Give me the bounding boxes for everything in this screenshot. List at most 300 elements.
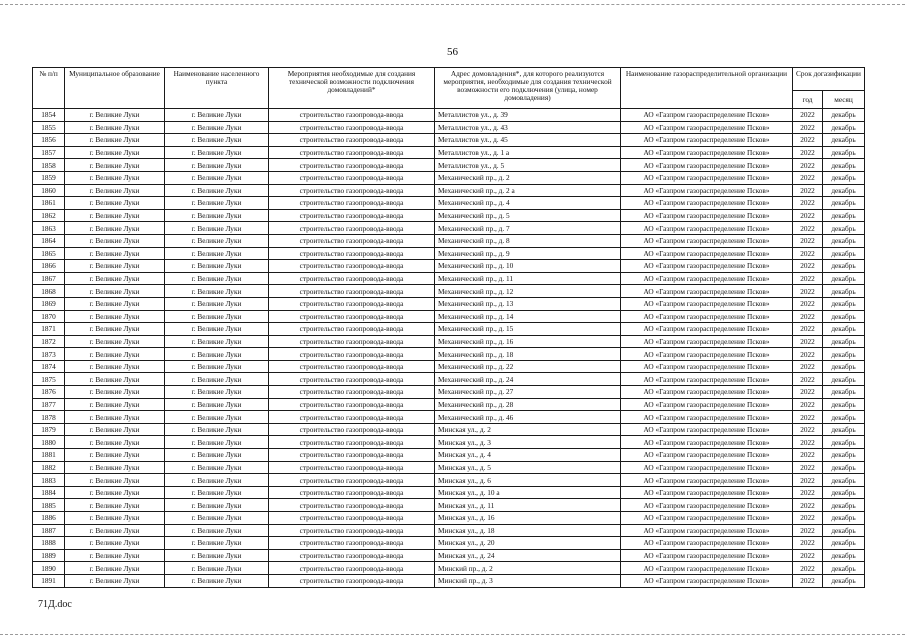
cell-settlement: г. Великие Луки [165, 348, 269, 361]
cell-address: Минский пр., д. 2 [435, 562, 621, 575]
cell-municipality: г. Великие Луки [65, 373, 165, 386]
cell-measure: строительство газопровода-ввода [269, 285, 435, 298]
cell-municipality: г. Великие Луки [65, 184, 165, 197]
cell-year: 2022 [793, 121, 823, 134]
cell-organization: АО «Газпром газораспределение Псков» [621, 574, 793, 587]
cell-number: 1859 [33, 171, 65, 184]
cell-year: 2022 [793, 272, 823, 285]
cell-number: 1861 [33, 197, 65, 210]
cell-organization: АО «Газпром газораспределение Псков» [621, 247, 793, 260]
cell-municipality: г. Великие Луки [65, 423, 165, 436]
cell-address: Механический пр., д. 46 [435, 411, 621, 424]
table-row [33, 474, 865, 487]
cell-organization: АО «Газпром газораспределение Псков» [621, 234, 793, 247]
cell-address: Металлистов ул., д. 5 [435, 159, 621, 172]
cell-year: 2022 [793, 486, 823, 499]
table-row [33, 449, 865, 462]
cell-measure: строительство газопровода-ввода [269, 436, 435, 449]
cell-year: 2022 [793, 499, 823, 512]
cell-month: декабрь [823, 499, 865, 512]
cell-address: Металлистов ул., д. 39 [435, 109, 621, 122]
cell-settlement: г. Великие Луки [165, 247, 269, 260]
cell-organization: АО «Газпром газораспределение Псков» [621, 512, 793, 525]
cell-municipality: г. Великие Луки [65, 222, 165, 235]
cell-settlement: г. Великие Луки [165, 423, 269, 436]
cell-municipality: г. Великие Луки [65, 411, 165, 424]
cell-municipality: г. Великие Луки [65, 285, 165, 298]
cell-municipality: г. Великие Луки [65, 209, 165, 222]
cell-month: декабрь [823, 386, 865, 399]
table-row [33, 335, 865, 348]
cell-organization: АО «Газпром газораспределение Псков» [621, 461, 793, 474]
cell-settlement: г. Великие Луки [165, 335, 269, 348]
cell-settlement: г. Великие Луки [165, 398, 269, 411]
cell-number: 1867 [33, 272, 65, 285]
scan-edge-top [0, 4, 905, 5]
cell-organization: АО «Газпром газораспределение Псков» [621, 171, 793, 184]
cell-settlement: г. Великие Луки [165, 549, 269, 562]
cell-address: Механический пр., д. 14 [435, 310, 621, 323]
cell-year: 2022 [793, 436, 823, 449]
table-body [33, 109, 865, 588]
cell-number: 1876 [33, 386, 65, 399]
cell-address: Механический пр., д. 5 [435, 209, 621, 222]
cell-settlement: г. Великие Луки [165, 285, 269, 298]
cell-municipality: г. Великие Луки [65, 486, 165, 499]
cell-measure: строительство газопровода-ввода [269, 323, 435, 336]
cell-year: 2022 [793, 260, 823, 273]
cell-organization: АО «Газпром газораспределение Псков» [621, 209, 793, 222]
cell-year: 2022 [793, 524, 823, 537]
cell-number: 1886 [33, 512, 65, 525]
cell-address: Минская ул., д. 20 [435, 537, 621, 550]
cell-settlement: г. Великие Луки [165, 360, 269, 373]
cell-number: 1889 [33, 549, 65, 562]
cell-municipality: г. Великие Луки [65, 360, 165, 373]
cell-measure: строительство газопровода-ввода [269, 159, 435, 172]
cell-measure: строительство газопровода-ввода [269, 260, 435, 273]
cell-settlement: г. Великие Луки [165, 109, 269, 122]
cell-number: 1865 [33, 247, 65, 260]
cell-organization: АО «Газпром газораспределение Псков» [621, 310, 793, 323]
cell-measure: строительство газопровода-ввода [269, 234, 435, 247]
cell-year: 2022 [793, 171, 823, 184]
cell-organization: АО «Газпром газораспределение Псков» [621, 109, 793, 122]
table-row [33, 272, 865, 285]
cell-organization: АО «Газпром газораспределение Псков» [621, 373, 793, 386]
table-row [33, 134, 865, 147]
cell-measure: строительство газопровода-ввода [269, 386, 435, 399]
cell-month: декабрь [823, 234, 865, 247]
cell-year: 2022 [793, 146, 823, 159]
cell-measure: строительство газопровода-ввода [269, 297, 435, 310]
header-settlement: Наименование населенного пункта [165, 68, 269, 109]
cell-settlement: г. Великие Луки [165, 474, 269, 487]
table-row [33, 512, 865, 525]
table-row [33, 297, 865, 310]
cell-number: 1891 [33, 574, 65, 587]
cell-settlement: г. Великие Луки [165, 121, 269, 134]
cell-year: 2022 [793, 184, 823, 197]
cell-organization: АО «Газпром газораспределение Псков» [621, 159, 793, 172]
cell-month: декабрь [823, 335, 865, 348]
cell-municipality: г. Великие Луки [65, 134, 165, 147]
cell-address: Минская ул., д. 11 [435, 499, 621, 512]
cell-month: декабрь [823, 310, 865, 323]
cell-month: декабрь [823, 247, 865, 260]
cell-municipality: г. Великие Луки [65, 121, 165, 134]
cell-settlement: г. Великие Луки [165, 171, 269, 184]
cell-year: 2022 [793, 323, 823, 336]
table-row [33, 121, 865, 134]
cell-measure: строительство газопровода-ввода [269, 461, 435, 474]
cell-month: декабрь [823, 373, 865, 386]
cell-measure: строительство газопровода-ввода [269, 171, 435, 184]
cell-municipality: г. Великие Луки [65, 197, 165, 210]
cell-number: 1857 [33, 146, 65, 159]
cell-year: 2022 [793, 197, 823, 210]
cell-address: Механический пр., д. 12 [435, 285, 621, 298]
table-row [33, 549, 865, 562]
cell-organization: АО «Газпром газораспределение Псков» [621, 348, 793, 361]
cell-settlement: г. Великие Луки [165, 499, 269, 512]
cell-address: Металлистов ул., д. 45 [435, 134, 621, 147]
cell-month: декабрь [823, 272, 865, 285]
cell-month: декабрь [823, 549, 865, 562]
cell-month: декабрь [823, 411, 865, 424]
cell-address: Механический пр., д. 9 [435, 247, 621, 260]
cell-municipality: г. Великие Луки [65, 323, 165, 336]
cell-year: 2022 [793, 373, 823, 386]
cell-municipality: г. Великие Луки [65, 474, 165, 487]
table-row [33, 398, 865, 411]
cell-organization: АО «Газпром газораспределение Псков» [621, 386, 793, 399]
cell-measure: строительство газопровода-ввода [269, 574, 435, 587]
cell-address: Минская ул., д. 24 [435, 549, 621, 562]
cell-municipality: г. Великие Луки [65, 449, 165, 462]
cell-month: декабрь [823, 222, 865, 235]
table-row [33, 209, 865, 222]
cell-month: декабрь [823, 197, 865, 210]
cell-number: 1875 [33, 373, 65, 386]
cell-number: 1863 [33, 222, 65, 235]
table-row [33, 386, 865, 399]
cell-number: 1862 [33, 209, 65, 222]
cell-number: 1879 [33, 423, 65, 436]
cell-settlement: г. Великие Луки [165, 386, 269, 399]
table-row [33, 222, 865, 235]
table-row [33, 537, 865, 550]
cell-organization: АО «Газпром газораспределение Псков» [621, 524, 793, 537]
cell-number: 1856 [33, 134, 65, 147]
cell-number: 1866 [33, 260, 65, 273]
cell-address: Минская ул., д. 16 [435, 512, 621, 525]
table-row [33, 109, 865, 122]
cell-municipality: г. Великие Луки [65, 109, 165, 122]
cell-settlement: г. Великие Луки [165, 323, 269, 336]
cell-address: Механический пр., д. 10 [435, 260, 621, 273]
cell-address: Механический пр., д. 24 [435, 373, 621, 386]
cell-organization: АО «Газпром газораспределение Псков» [621, 121, 793, 134]
cell-measure: строительство газопровода-ввода [269, 272, 435, 285]
cell-settlement: г. Великие Луки [165, 234, 269, 247]
cell-month: декабрь [823, 512, 865, 525]
cell-organization: АО «Газпром газораспределение Псков» [621, 323, 793, 336]
cell-month: декабрь [823, 260, 865, 273]
cell-municipality: г. Великие Луки [65, 549, 165, 562]
cell-settlement: г. Великие Луки [165, 524, 269, 537]
table-row [33, 562, 865, 575]
header-year: год [793, 91, 823, 109]
cell-month: декабрь [823, 562, 865, 575]
cell-municipality: г. Великие Луки [65, 386, 165, 399]
cell-year: 2022 [793, 134, 823, 147]
cell-year: 2022 [793, 310, 823, 323]
cell-settlement: г. Великие Луки [165, 297, 269, 310]
cell-organization: АО «Газпром газораспределение Псков» [621, 423, 793, 436]
cell-municipality: г. Великие Луки [65, 297, 165, 310]
cell-measure: строительство газопровода-ввода [269, 398, 435, 411]
cell-organization: АО «Газпром газораспределение Псков» [621, 436, 793, 449]
cell-number: 1860 [33, 184, 65, 197]
cell-year: 2022 [793, 461, 823, 474]
cell-month: декабрь [823, 121, 865, 134]
table-row [33, 486, 865, 499]
cell-organization: АО «Газпром газораспределение Псков» [621, 197, 793, 210]
table-row [33, 310, 865, 323]
cell-number: 1871 [33, 323, 65, 336]
cell-organization: АО «Газпром газораспределение Псков» [621, 272, 793, 285]
cell-month: декабрь [823, 159, 865, 172]
cell-number: 1884 [33, 486, 65, 499]
cell-organization: АО «Газпром газораспределение Псков» [621, 398, 793, 411]
table-row [33, 348, 865, 361]
page-number: 56 [447, 46, 458, 58]
cell-municipality: г. Великие Луки [65, 335, 165, 348]
cell-municipality: г. Великие Луки [65, 260, 165, 273]
cell-year: 2022 [793, 411, 823, 424]
cell-month: декабрь [823, 524, 865, 537]
header-num: № п/п [33, 68, 65, 109]
table-header-row [33, 68, 865, 91]
cell-month: декабрь [823, 461, 865, 474]
header-measures: Мероприятия необходимые для создания технической возможности подключения домовладений* [269, 68, 435, 109]
cell-number: 1870 [33, 310, 65, 323]
cell-year: 2022 [793, 423, 823, 436]
cell-month: декабрь [823, 537, 865, 550]
cell-address: Механический пр., д. 22 [435, 360, 621, 373]
cell-measure: строительство газопровода-ввода [269, 146, 435, 159]
cell-month: декабрь [823, 323, 865, 336]
cell-organization: АО «Газпром газораспределение Псков» [621, 562, 793, 575]
cell-settlement: г. Великие Луки [165, 184, 269, 197]
cell-year: 2022 [793, 335, 823, 348]
cell-address: Минская ул., д. 18 [435, 524, 621, 537]
cell-number: 1869 [33, 297, 65, 310]
gasification-table [32, 67, 865, 588]
cell-organization: АО «Газпром газораспределение Псков» [621, 411, 793, 424]
cell-number: 1890 [33, 562, 65, 575]
cell-month: декабрь [823, 574, 865, 587]
cell-municipality: г. Великие Луки [65, 537, 165, 550]
cell-municipality: г. Великие Луки [65, 171, 165, 184]
cell-year: 2022 [793, 474, 823, 487]
cell-address: Минская ул., д. 4 [435, 449, 621, 462]
cell-municipality: г. Великие Луки [65, 234, 165, 247]
cell-municipality: г. Великие Луки [65, 159, 165, 172]
table-row [33, 423, 865, 436]
header-organization: Наименование газораспределительной организации [621, 68, 793, 109]
cell-month: декабрь [823, 423, 865, 436]
cell-number: 1887 [33, 524, 65, 537]
cell-address: Механический пр., д. 4 [435, 197, 621, 210]
cell-measure: строительство газопровода-ввода [269, 449, 435, 462]
table-row [33, 234, 865, 247]
cell-address: Механический пр., д. 11 [435, 272, 621, 285]
cell-settlement: г. Великие Луки [165, 134, 269, 147]
cell-year: 2022 [793, 360, 823, 373]
cell-measure: строительство газопровода-ввода [269, 512, 435, 525]
cell-address: Механический пр., д. 27 [435, 386, 621, 399]
cell-year: 2022 [793, 537, 823, 550]
cell-month: декабрь [823, 184, 865, 197]
cell-organization: АО «Газпром газораспределение Псков» [621, 184, 793, 197]
cell-organization: АО «Газпром газораспределение Псков» [621, 260, 793, 273]
cell-address: Механический пр., д. 16 [435, 335, 621, 348]
cell-measure: строительство газопровода-ввода [269, 524, 435, 537]
cell-number: 1855 [33, 121, 65, 134]
cell-measure: строительство газопровода-ввода [269, 121, 435, 134]
cell-settlement: г. Великие Луки [165, 222, 269, 235]
cell-month: декабрь [823, 348, 865, 361]
cell-number: 1872 [33, 335, 65, 348]
cell-address: Механический пр., д. 28 [435, 398, 621, 411]
cell-address: Механический пр., д. 2 а [435, 184, 621, 197]
cell-measure: строительство газопровода-ввода [269, 499, 435, 512]
cell-address: Минская ул., д. 6 [435, 474, 621, 487]
cell-organization: АО «Газпром газораспределение Псков» [621, 537, 793, 550]
cell-measure: строительство газопровода-ввода [269, 109, 435, 122]
cell-number: 1882 [33, 461, 65, 474]
cell-month: декабрь [823, 474, 865, 487]
cell-measure: строительство газопровода-ввода [269, 209, 435, 222]
table-row [33, 159, 865, 172]
cell-year: 2022 [793, 247, 823, 260]
cell-settlement: г. Великие Луки [165, 486, 269, 499]
cell-address: Механический пр., д. 8 [435, 234, 621, 247]
cell-year: 2022 [793, 297, 823, 310]
cell-address: Минский пр., д. 3 [435, 574, 621, 587]
cell-organization: АО «Газпром газораспределение Псков» [621, 285, 793, 298]
table-row [33, 574, 865, 587]
cell-address: Минская ул., д. 5 [435, 461, 621, 474]
cell-year: 2022 [793, 234, 823, 247]
cell-measure: строительство газопровода-ввода [269, 134, 435, 147]
document-filename: 71Д.doc [38, 599, 72, 610]
table-row [33, 323, 865, 336]
header-municipality: Муниципальное образование [65, 68, 165, 109]
header-deadline: Срок догазификации [793, 68, 865, 91]
cell-month: декабрь [823, 146, 865, 159]
cell-month: декабрь [823, 297, 865, 310]
cell-municipality: г. Великие Луки [65, 146, 165, 159]
cell-address: Минская ул., д. 10 а [435, 486, 621, 499]
cell-settlement: г. Великие Луки [165, 512, 269, 525]
cell-number: 1885 [33, 499, 65, 512]
cell-organization: АО «Газпром газораспределение Псков» [621, 449, 793, 462]
cell-number: 1874 [33, 360, 65, 373]
cell-measure: строительство газопровода-ввода [269, 360, 435, 373]
cell-address: Механический пр., д. 15 [435, 323, 621, 336]
cell-settlement: г. Великие Луки [165, 146, 269, 159]
cell-measure: строительство газопровода-ввода [269, 373, 435, 386]
cell-number: 1888 [33, 537, 65, 550]
cell-year: 2022 [793, 386, 823, 399]
cell-number: 1877 [33, 398, 65, 411]
table-row [33, 285, 865, 298]
cell-number: 1854 [33, 109, 65, 122]
cell-year: 2022 [793, 512, 823, 525]
cell-settlement: г. Великие Луки [165, 209, 269, 222]
cell-municipality: г. Великие Луки [65, 310, 165, 323]
cell-year: 2022 [793, 449, 823, 462]
cell-municipality: г. Великие Луки [65, 499, 165, 512]
cell-measure: строительство газопровода-ввода [269, 348, 435, 361]
cell-measure: строительство газопровода-ввода [269, 474, 435, 487]
table-row [33, 524, 865, 537]
cell-organization: АО «Газпром газораспределение Псков» [621, 146, 793, 159]
cell-month: декабрь [823, 436, 865, 449]
cell-measure: строительство газопровода-ввода [269, 247, 435, 260]
cell-year: 2022 [793, 285, 823, 298]
cell-address: Механический пр., д. 7 [435, 222, 621, 235]
cell-address: Минская ул., д. 2 [435, 423, 621, 436]
cell-month: декабрь [823, 285, 865, 298]
cell-year: 2022 [793, 549, 823, 562]
cell-municipality: г. Великие Луки [65, 247, 165, 260]
cell-address: Механический пр., д. 2 [435, 171, 621, 184]
cell-number: 1880 [33, 436, 65, 449]
cell-municipality: г. Великие Луки [65, 461, 165, 474]
cell-month: декабрь [823, 209, 865, 222]
cell-number: 1878 [33, 411, 65, 424]
cell-month: декабрь [823, 134, 865, 147]
cell-municipality: г. Великие Луки [65, 524, 165, 537]
cell-year: 2022 [793, 562, 823, 575]
header-address: Адрес домовладения*, для которого реализуются мероприятия, необходимые для создания технической возможности его подключения (улица, номер домовладения) [435, 68, 621, 109]
cell-year: 2022 [793, 348, 823, 361]
cell-measure: строительство газопровода-ввода [269, 411, 435, 424]
cell-settlement: г. Великие Луки [165, 562, 269, 575]
cell-settlement: г. Великие Луки [165, 411, 269, 424]
table-row [33, 461, 865, 474]
cell-settlement: г. Великие Луки [165, 310, 269, 323]
cell-measure: строительство газопровода-ввода [269, 423, 435, 436]
cell-year: 2022 [793, 109, 823, 122]
cell-municipality: г. Великие Луки [65, 348, 165, 361]
cell-municipality: г. Великие Луки [65, 562, 165, 575]
cell-year: 2022 [793, 159, 823, 172]
cell-measure: строительство газопровода-ввода [269, 197, 435, 210]
cell-number: 1868 [33, 285, 65, 298]
table-row [33, 411, 865, 424]
cell-number: 1864 [33, 234, 65, 247]
cell-organization: АО «Газпром газораспределение Псков» [621, 486, 793, 499]
scan-edge-bottom [0, 634, 905, 635]
cell-organization: АО «Газпром газораспределение Псков» [621, 474, 793, 487]
cell-address: Механический пр., д. 18 [435, 348, 621, 361]
cell-organization: АО «Газпром газораспределение Псков» [621, 499, 793, 512]
